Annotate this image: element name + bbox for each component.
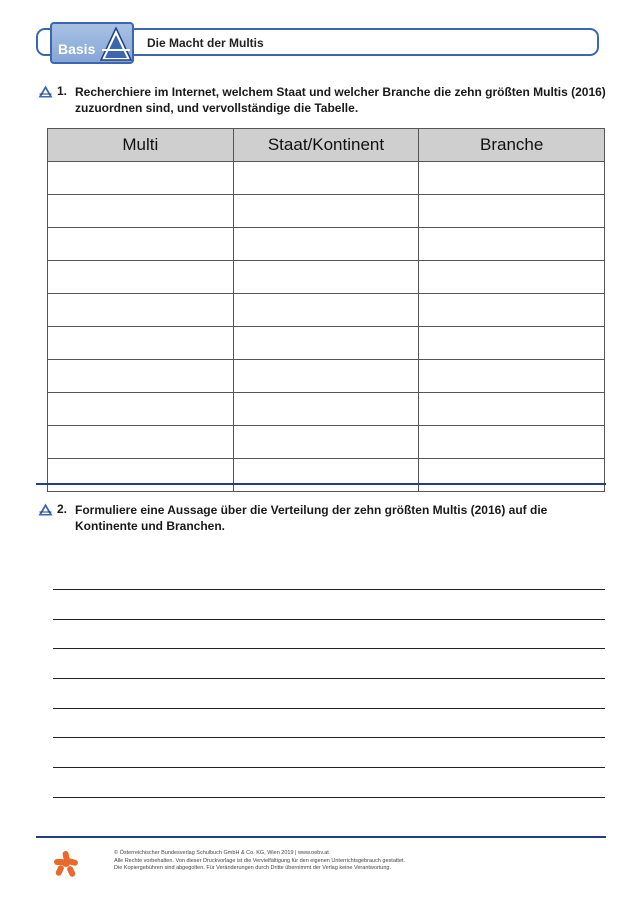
writing-line[interactable] bbox=[53, 589, 605, 590]
table-cell[interactable] bbox=[419, 459, 605, 492]
table-cell[interactable] bbox=[419, 261, 605, 294]
publisher-logo-icon bbox=[53, 850, 79, 878]
table-cell[interactable] bbox=[419, 228, 605, 261]
table-row bbox=[48, 261, 605, 294]
table-cell[interactable] bbox=[233, 426, 419, 459]
worksheet-title: Die Macht der Multis bbox=[147, 36, 264, 50]
writing-line[interactable] bbox=[53, 648, 605, 649]
table-cell[interactable] bbox=[233, 393, 419, 426]
writing-line[interactable] bbox=[53, 767, 605, 768]
table-row bbox=[48, 228, 605, 261]
table-cell[interactable] bbox=[419, 195, 605, 228]
table-cell[interactable] bbox=[48, 393, 234, 426]
table-cell[interactable] bbox=[419, 294, 605, 327]
footer-line-3: Die Kopiergebühren sind abgegolten. Für Veränderungen durch Dritte übernimmt der Verlag keine Verantwortung. bbox=[114, 865, 392, 871]
table-row bbox=[48, 426, 605, 459]
pyramid-icon bbox=[100, 27, 132, 61]
table-row bbox=[48, 327, 605, 360]
task-2 bbox=[38, 502, 613, 538]
table-cell[interactable] bbox=[48, 459, 234, 492]
task-1 bbox=[38, 84, 613, 120]
table-cell[interactable] bbox=[48, 294, 234, 327]
writing-line[interactable] bbox=[53, 678, 605, 679]
table-cell[interactable] bbox=[233, 360, 419, 393]
table-cell[interactable] bbox=[233, 261, 419, 294]
table-cell[interactable] bbox=[48, 261, 234, 294]
table-cell[interactable] bbox=[233, 195, 419, 228]
table-cell[interactable] bbox=[419, 327, 605, 360]
footer-divider bbox=[36, 836, 606, 838]
task-2-number: 2. bbox=[57, 502, 68, 516]
column-header-branche: Branche bbox=[419, 129, 605, 162]
task-2-instruction: Formuliere eine Aussage über die Verteilung der zehn größten Multis (2016) auf die Kontinente und Branchen. bbox=[75, 503, 548, 533]
table-row bbox=[48, 459, 605, 492]
table-cell[interactable] bbox=[233, 228, 419, 261]
table-cell[interactable] bbox=[419, 393, 605, 426]
table-cell[interactable] bbox=[48, 162, 234, 195]
task-1-number: 1. bbox=[57, 84, 68, 98]
table-cell[interactable] bbox=[419, 426, 605, 459]
basis-label: Basis bbox=[58, 41, 96, 57]
writing-line[interactable] bbox=[53, 797, 605, 798]
level-triangle-icon bbox=[38, 503, 53, 516]
multis-table bbox=[47, 128, 605, 492]
table-row bbox=[48, 162, 605, 195]
footer-line-1: © Österreichischer Bundesverlag Schulbuch GmbH & Co. KG, Wien 2019 | www.oebv.at bbox=[114, 850, 329, 856]
table-cell[interactable] bbox=[48, 195, 234, 228]
task-1-instruction: Recherchiere im Internet, welchem Staat und welcher Branche die zehn größten Multis (2016) zuzuordnen sind, und vervollständige die Tabelle. bbox=[75, 85, 606, 115]
column-header-multi: Multi bbox=[48, 129, 234, 162]
table-header-row bbox=[48, 129, 605, 162]
level-triangle-icon bbox=[38, 85, 53, 98]
table-cell[interactable] bbox=[233, 294, 419, 327]
table-cell[interactable] bbox=[233, 327, 419, 360]
table-cell[interactable] bbox=[419, 360, 605, 393]
table-cell[interactable] bbox=[419, 162, 605, 195]
table-row bbox=[48, 393, 605, 426]
basis-logo bbox=[50, 22, 134, 64]
writing-line[interactable] bbox=[53, 619, 605, 620]
table-row bbox=[48, 360, 605, 393]
table-cell[interactable] bbox=[48, 360, 234, 393]
table-cell[interactable] bbox=[48, 426, 234, 459]
table-row bbox=[48, 195, 605, 228]
writing-line[interactable] bbox=[53, 708, 605, 709]
writing-line[interactable] bbox=[53, 737, 605, 738]
table-cell[interactable] bbox=[48, 228, 234, 261]
footer-copyright bbox=[114, 850, 554, 873]
table-cell[interactable] bbox=[233, 459, 419, 492]
section-divider bbox=[36, 483, 606, 485]
table-cell[interactable] bbox=[48, 327, 234, 360]
column-header-staat: Staat/Kontinent bbox=[233, 129, 419, 162]
table-row bbox=[48, 294, 605, 327]
table-cell[interactable] bbox=[233, 162, 419, 195]
footer-line-2: Alle Rechte vorbehalten. Von dieser Druckvorlage ist die Vervielfältigung für den eigenen Unterrichtsgebrauch gestattet. bbox=[114, 857, 406, 864]
